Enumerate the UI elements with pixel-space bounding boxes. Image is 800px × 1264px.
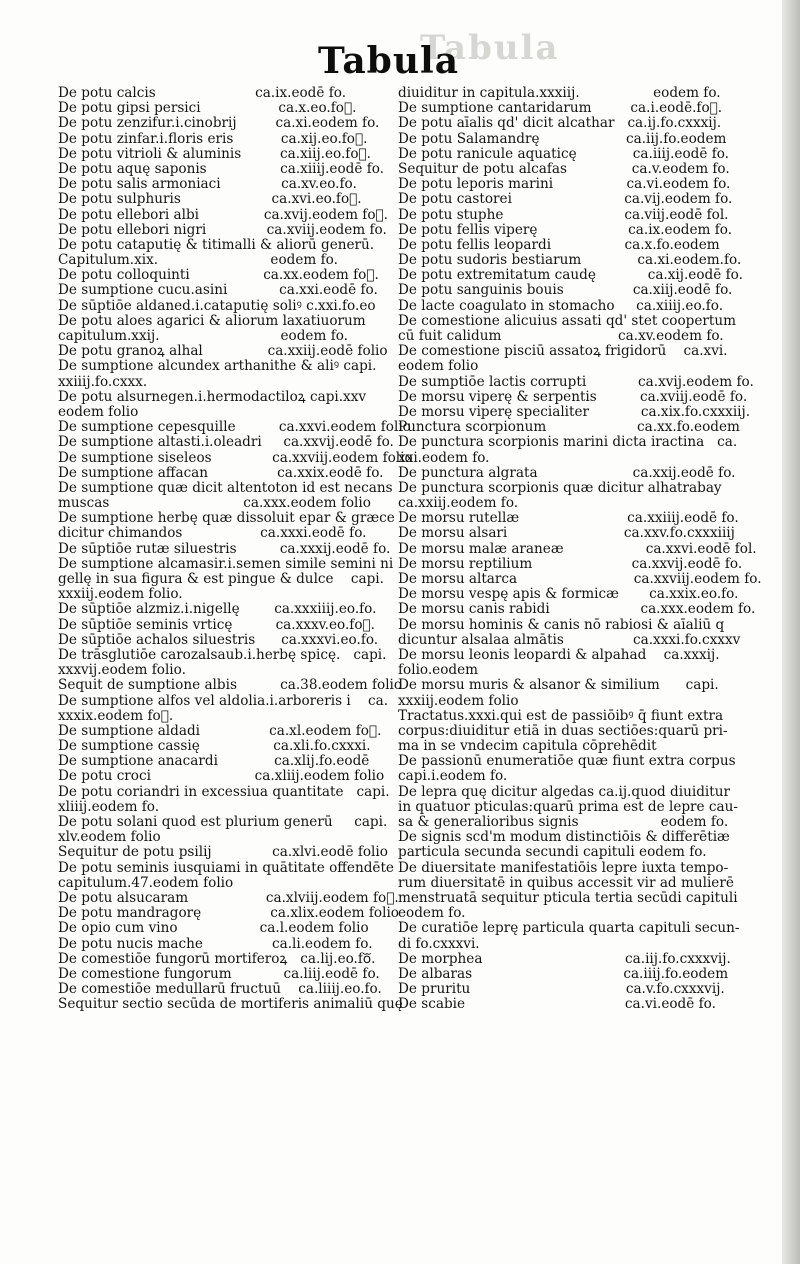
index-entry: De opio cum vino ca.l.eodem folio (58, 920, 369, 937)
index-entry: corpus:diuiditur etiā in duas sectiōes:quarū pri- (398, 722, 728, 739)
bleed-through-title: Tabula (420, 28, 560, 68)
index-entry: gellę in sua figura & est pingue & dulce capi. (58, 571, 384, 587)
index-entry: De sumptione siseleos ca.xxviij.eodem folio (58, 449, 413, 466)
index-entry: De potu fellis viperę ca.ix.eodem fo. (398, 221, 733, 238)
index-entry: De sumptione quæ dicit altentoton id est necans (58, 479, 393, 496)
index-entry: De lepra quę dicitur algedas ca.ij.quod diuiditur (398, 783, 730, 800)
index-entry: De sūptiōe seminis vrticę ca.xxxv.eo.foᷓ. (58, 616, 376, 633)
index-entry: eodem fo. (398, 905, 466, 922)
index-entry: De sūptiōe alzmiz.i.nigellę ca.xxxiiij.eo.fo. (58, 601, 377, 618)
index-entry: Sequitur sectio secūda de mortiferis animaliū quę (58, 996, 403, 1013)
index-entry: De potu granoꝝ alhal ca.xxiij.eodē folio (58, 343, 388, 360)
index-entry: xxi.eodem fo. (398, 449, 490, 466)
index-entry: De passionū enumeratiōe quæ fiunt extra corpus (398, 753, 736, 770)
index-entry: ca.xxiij.eodem fo. (398, 495, 519, 512)
index-entry: De sumptiōe lactis corrupti ca.xvij.eodem fo. (398, 373, 754, 390)
index-entry: De sūptiōe aldaned.i.cataputię soliꝰ c.xxi.fo.eo (58, 297, 376, 314)
index-entry: De potu alsurnegen.i.hermodactiloꝝ capi.xxv (58, 388, 367, 405)
page-title: Tabula (318, 40, 460, 82)
index-entry: sa & generalioribus signis eodem fo. (398, 814, 729, 830)
index-entry: De morsu canis rabidi ca.xxx.eodem fo. (398, 601, 756, 618)
index-entry: capitulum.xxij. eodem fo. (58, 328, 348, 344)
index-entry: De potu sanguinis bouis ca.xiij.eodē fo. (398, 282, 733, 299)
index-entry: De potu ranicule aquaticę ca.iiij.eodē fo. (398, 145, 729, 162)
index-entry: De comestiōe fungorū mortiferoꝝ ca.lij.eo.foᷓ. (58, 950, 376, 967)
index-entry: De sūptiōe rutæ siluestris ca.xxxij.eodē fo. (58, 540, 391, 557)
index-entry: xxxix.eodem foᷓ. (58, 707, 174, 724)
index-entry: De potu vitrioli & aluminis ca.xiij.eo.foᷓ. (58, 145, 372, 162)
index-entry: xlv.eodem folio (58, 829, 161, 846)
index-entry: De potu zenzifur.i.cinobrij ca.xi.eodem fo. (58, 115, 380, 132)
index-entry: De sumptione cucu.asini ca.xxi.eodē fo. (58, 282, 378, 299)
index-entry: De morsu vespę apis & formicæ ca.xxix.eo.fo. (398, 586, 739, 603)
index-entry: De sumptione cantaridarum ca.i.eodē.foᷓ. (398, 100, 723, 117)
index-entry: De potu stuphe ca.viij.eodē fol. (398, 206, 729, 223)
index-entry: eodem folio (58, 403, 139, 420)
index-entry: De potu salis armoniaci ca.xv.eo.fo. (58, 176, 357, 193)
index-entry: De potu castorei ca.vij.eodem fo. (398, 191, 733, 208)
index-entry: De potu cataputię & titimalli & aliorū generū. (58, 236, 375, 253)
index-entry: De morsu reptilium ca.xxvij.eodē fo. (398, 555, 743, 572)
index-entry: De sumptione alcundex arthanithe & aliꝰ capi. (58, 358, 377, 375)
index-entry: Sequitur de potu psilij ca.xlvi.eodē folio (58, 844, 388, 861)
index-entry: De sumptione affacan ca.xxix.eodē fo. (58, 464, 384, 481)
index-entry: De morsu viperę & serpentis ca.xviij.eodē fo. (398, 388, 748, 405)
index-entry: De comestione fungorum ca.liij.eodē fo. (58, 965, 380, 982)
index-entry: particula secunda secundi capituli eodem fo. (398, 844, 707, 861)
page-edge-shadow (782, 0, 800, 1264)
index-entry: De potu Salamandrę ca.iij.fo.eodem (398, 130, 727, 147)
index-entry: De potu fellis leopardi ca.x.fo.eodem (398, 236, 720, 253)
index-entry: De sumptione herbę quæ dissoluit epar & græce (58, 510, 395, 527)
index-entry: De sumptione cassię ca.xli.fo.cxxxi. (58, 738, 371, 755)
index-entry: De potu colloquinti ca.xx.eodem foᷓ. (58, 267, 379, 284)
index-entry: De morsu muris & alsanor & similium capi. (398, 677, 719, 694)
index-entry: De sumptione altasti.i.oleadri ca.xxvij.eodē fo. (58, 434, 394, 451)
index-entry: eodem folio (398, 358, 479, 375)
index-entry: De morsu viperę specialiter ca.xix.fo.cxxxiij. (398, 403, 751, 420)
index-entry: De sumptione alfos vel aldolia.i.arboreris i ca. (58, 692, 389, 709)
index-entry: Punctura scorpionum ca.xx.fo.eodem (398, 419, 740, 436)
index-entry: diuiditur in capitula.xxxiij. eodem fo. (398, 85, 721, 101)
index-entry: Tractatus.xxxi.qui est de passiōibꝰ q̄ fiunt extra (398, 707, 724, 724)
index-entry: xxiiij.fo.cxxx. (58, 373, 148, 390)
index-entry: De morsu leonis leopardi & alpahad ca.xxxij. (398, 646, 720, 663)
index-entry: xxxvij.eodem folio. (58, 662, 186, 679)
index-entry: dicuntur alsalaa almātis ca.xxxi.fo.cxxxv (398, 631, 741, 648)
index-entry: De pruritu ca.v.fo.cxxxvij. (398, 981, 725, 998)
index-entry: De morsu hominis & canis nō rabiosi & aīaliū q (398, 616, 725, 633)
index-entry: De sumptione aldadi ca.xl.eodem foᷓ. (58, 722, 382, 739)
index-entry: De morsu alsari ca.xxv.fo.cxxxiiij (398, 525, 735, 542)
index-entry: De potu seminis iusquiami in quātitate offendēte (58, 859, 394, 876)
index-entry: xxxiij.eodem folio. (58, 586, 183, 603)
index-column-right (398, 85, 762, 1013)
index-entry: De potu aīalis qd' dicit alcathar ca.ij.fo.cxxxij. (398, 115, 722, 132)
index-entry: De potu alsucaram ca.xlviij.eodem foᷓ. (58, 889, 399, 906)
index-entry: De potu coriandri in excessiua quantitate capi. (58, 783, 390, 800)
index-entry: rum diuersitatē in quibus accessit vir ad mulierē (398, 874, 734, 891)
index-entry: muscas ca.xxx.eodem folio (58, 495, 371, 512)
index-entry: De potu aquę saponis ca.xiiij.eodē fo. (58, 160, 384, 177)
index-entry: De potu ellebori albi ca.xvij.eodem foᷓ. (58, 206, 388, 223)
index-entry: De scabie ca.vi.eodē fo. (398, 996, 716, 1013)
index-entry: De comestione pisciū assatoꝝ frigidorū ca.xvi. (398, 343, 728, 360)
index-entry: De morsu altarca ca.xxviij.eodem fo. (398, 571, 762, 587)
index-entry: menstruatā sequitur pticula tertia secūdi capituli (398, 889, 738, 906)
index-entry: xxxiij.eodem folio (398, 692, 519, 709)
index-entry: De comestiōe medullarū fructuū ca.liiij.eo.fo. (58, 981, 382, 998)
index-entry: di fo.cxxxvi. (398, 935, 480, 952)
index-column-left (58, 85, 413, 1013)
index-entry: De potu extremitatum caudę ca.xij.eodē fo. (398, 267, 743, 284)
index-entry: De sumptione alcamasir.i.semen simile semini ni (58, 555, 394, 572)
index-entry: De signis scd'm modum distinctiōis & differētiæ (398, 829, 730, 846)
index-entry: De albaras ca.iiij.fo.eodem (398, 965, 729, 982)
index-entry: De diuersitate manifestatiōis lepre iuxta tempo- (398, 859, 729, 876)
index-entry: De trāsglutiōe carozalsaub.i.herbę spicę. capi. (58, 646, 387, 663)
index-entry: cū fuit calidum ca.xv.eodem fo. (398, 328, 724, 344)
index-entry: De potu zinfar.i.floris eris ca.xij.eo.foᷓ. (58, 130, 368, 147)
index-entry: De potu ellebori nigri ca.xviij.eodem fo. (58, 221, 387, 238)
index-entry: De potu nucis mache ca.li.eodem fo. (58, 935, 373, 952)
index-entry: Sequit de sumptione albis ca.38.eodem folio (58, 677, 403, 694)
index-entry: folio.eodem (398, 662, 479, 679)
index-entry: De potu sulphuris ca.xvi.eo.foᷓ. (58, 191, 362, 208)
index-entry: ma in se vndecim capitula cōprehēdit (398, 738, 657, 755)
index-entry: De potu gipsi persici ca.x.eo.foᷓ. (58, 100, 357, 117)
index-entry: De potu croci ca.xliij.eodem folio (58, 768, 385, 785)
index-entry: De potu leporis marini ca.vi.eodem fo. (398, 176, 731, 193)
index-entry: De sumptione cepesquille ca.xxvi.eodem folio (58, 419, 411, 436)
index-entry: De potu aloes agarici & aliorum laxatiuorum (58, 312, 366, 329)
index-entry: De lacte coagulato in stomacho ca.xiiij.eo.fo. (398, 297, 724, 314)
index-entry: De potu solani quod est plurium generū capi. (58, 814, 388, 830)
index-entry: Sequitur de potu alcafas ca.v.eodem fo. (398, 160, 730, 177)
index-entry: De morsu malæ araneæ ca.xxvi.eodē fol. (398, 540, 757, 557)
index-entry: De morsu rutellæ ca.xxiiij.eodē fo. (398, 510, 739, 527)
index-entry: De morphea ca.iij.fo.cxxxvij. (398, 950, 731, 967)
index-entry: Capitulum.xix. eodem fo. (58, 252, 338, 269)
index-entry: De punctura scorpionis quæ dicitur alhatrabay (398, 479, 722, 496)
index-entry: De sumptione anacardi ca.xlij.fo.eodē (58, 753, 370, 770)
index-entry: capitulum.47.eodem folio (58, 874, 234, 891)
index-entry: De potu calcis ca.ix.eodē fo. (58, 85, 347, 101)
index-entry: De potu sudoris bestiarum ca.xi.eodem.fo. (398, 252, 742, 269)
index-entry: dicitur chimandos ca.xxxi.eodē fo. (58, 525, 367, 542)
index-entry: De punctura algrata ca.xxij.eodē fo. (398, 464, 736, 481)
index-entry: De punctura scorpionis marini dicta iractina ca. (398, 434, 738, 451)
index-entry: in quatuor pticulas:quarū prima est de lepre cau- (398, 798, 738, 815)
index-entry: De comestione alicuius assati qd' stet coopertum (398, 312, 737, 329)
index-entry: xliiij.eodem fo. (58, 798, 160, 815)
index-entry: De potu mandragorę ca.xlix.eodem folio (58, 905, 399, 922)
index-entry: capi.i.eodem fo. (398, 768, 508, 785)
index-entry: De sūptiōe achalos siluestris ca.xxxvi.eo.fo. (58, 631, 379, 648)
index-entry: De curatiōe leprę particula quarta capituli secun- (398, 920, 740, 937)
